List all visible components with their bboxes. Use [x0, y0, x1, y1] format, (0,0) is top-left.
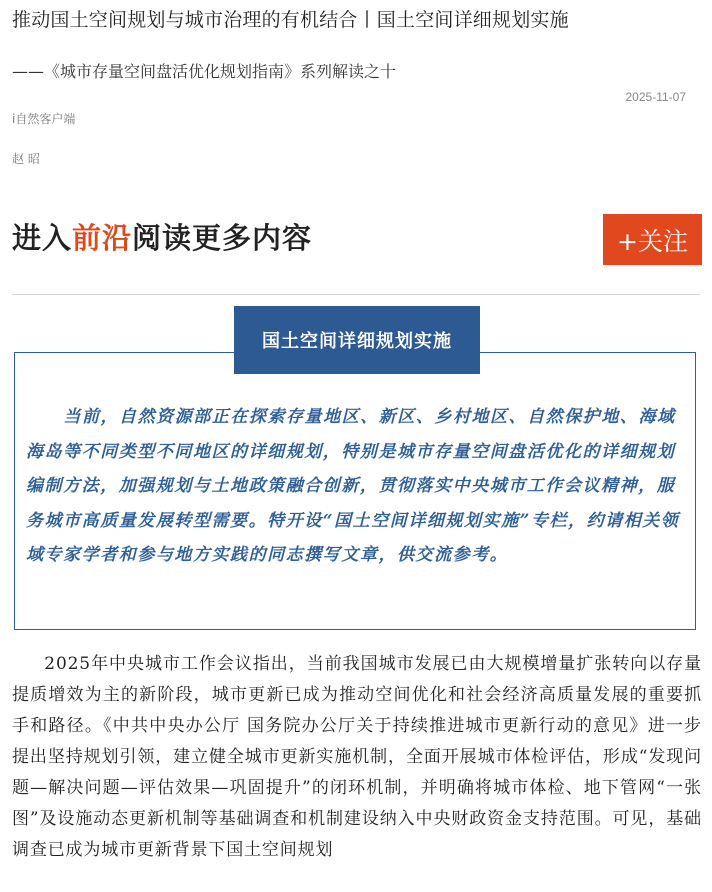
column-intro-text: 当前，自然资源部正在探索存量地区、新区、乡村地区、自然保护地、海域海岛等不同类型不同地区的详细规划，特别是城市存量空间盘活优化的详细规划编制方法，加强规划与土地政策融合创新，贯彻落实中央城市工作会议精神，服务城市高质量发展转型需要。特开设“国土空间详细规划实施”专栏，约请相关领域专家学者和参与地方实践的同志撰写文章，供交流参考。 [26, 407, 680, 565]
promo-highlight: 前沿 [72, 221, 133, 255]
promo-suffix: 阅读更多内容 [132, 221, 313, 255]
column-banner: 国土空间详细规划实施 [234, 306, 480, 374]
body-paragraph: 2025年中央城市工作会议指出，当前我国城市发展已由大规模增量扩张转向以存量提质增效为主的新阶段，城市更新已成为推动空间优化和社会经济高质量发展的重要抓手和路径。《中共中央办公厅 国务院办公厅关于持续推进城市更新行动的意见》进一步提出坚持规划引领，建立健全城市更新实施机制，全面开展城市体检评估，形成“发现问题—解决问题—评估效果—巩固提升”的闭环机制，并明确将城市体检、地下管网“一张图”及设施动态更新机制等基础调查和机制建设纳入中央财政资金支持范围。可见，基础调查已成为城市更新背景下国土空间规划 [12, 654, 702, 860]
source-link[interactable]: i自然客户端 [12, 112, 76, 126]
article-subtitle: ——《城市存量空间盘活优化规划指南》系列解读之十 [12, 62, 397, 81]
promo-banner[interactable] [12, 218, 312, 258]
article-title: 推动国土空间规划与城市治理的有机结合丨国土空间详细规划实施 [12, 9, 569, 31]
follow-button[interactable]: +关注 [603, 214, 702, 265]
author-name: 赵 昭 [12, 152, 40, 166]
divider [12, 294, 700, 295]
promo-prefix: 进入 [12, 221, 73, 255]
publish-date: 2025-11-07 [625, 90, 686, 104]
